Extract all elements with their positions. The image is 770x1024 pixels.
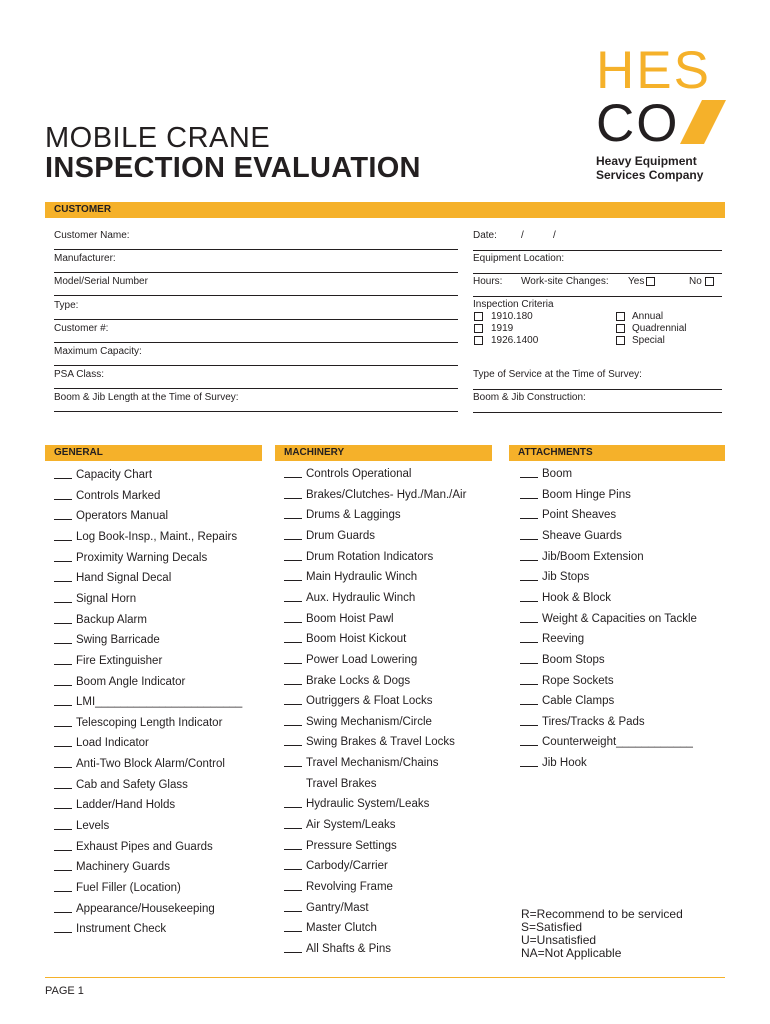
rating-blank[interactable] xyxy=(284,560,302,561)
checklist-item-label: Swing Barricade xyxy=(76,634,160,647)
checklist-item xyxy=(284,922,377,934)
yes-label: Yes xyxy=(628,276,645,287)
checklist-item xyxy=(284,571,417,583)
checklist-item-label: Reeving xyxy=(542,633,585,646)
criteria-checkbox[interactable] xyxy=(616,324,625,333)
equipment-location-field[interactable] xyxy=(473,273,722,274)
criteria-option-label: 1919 xyxy=(491,323,514,334)
rating-blank[interactable] xyxy=(54,581,72,582)
rating-blank[interactable] xyxy=(284,890,302,891)
checklist-item xyxy=(284,489,466,501)
rating-blank[interactable] xyxy=(520,663,538,664)
checklist-item xyxy=(284,530,375,542)
checklist-item-label: Instrument Check xyxy=(76,923,167,936)
checklist-item-label: Weight & Capacities on Tackle xyxy=(542,612,697,625)
checklist-item-label: Jib Hook xyxy=(542,757,587,770)
criteria-checkbox[interactable] xyxy=(616,312,625,321)
customer-field-input[interactable] xyxy=(54,365,458,366)
customer-field-input[interactable] xyxy=(54,411,458,412)
checklist-item xyxy=(520,530,622,542)
type-of-service-label: Type of Service at the Time of Survey: xyxy=(473,369,642,380)
checklist-item-label: Controls Marked xyxy=(76,489,161,502)
checklist-item xyxy=(284,860,388,872)
rating-blank[interactable] xyxy=(284,477,302,478)
checklist-item xyxy=(520,695,614,707)
checklist-item-label: Cab and Safety Glass xyxy=(76,778,188,791)
date-label: Date: xyxy=(473,230,497,241)
customer-field-label: Boom & Jib Length at the Time of Survey: xyxy=(54,392,239,404)
checklist-item-label: Boom Hoist Kickout xyxy=(306,633,407,646)
checklist-item xyxy=(284,757,439,769)
checklist-item xyxy=(54,903,215,915)
boom-jib-construction-field[interactable] xyxy=(473,412,722,413)
checklist-item xyxy=(284,716,432,728)
rating-blank[interactable] xyxy=(284,745,302,746)
date-separator-2: / xyxy=(553,230,556,241)
title-line-1: MOBILE CRANE xyxy=(45,122,271,154)
criteria-checkbox[interactable] xyxy=(474,336,483,345)
checklist-item xyxy=(520,468,572,480)
checklist-item xyxy=(520,757,587,769)
checklist-item xyxy=(284,675,410,687)
checklist-item xyxy=(284,509,401,521)
checklist-item-label: Exhaust Pipes and Guards xyxy=(76,840,213,853)
checklist-item-label: Gantry/Mast xyxy=(306,901,369,914)
rating-blank[interactable] xyxy=(520,580,538,581)
machinery-section-header: MACHINERY xyxy=(275,445,492,461)
rating-blank[interactable] xyxy=(54,519,72,520)
checklist-item xyxy=(54,841,213,853)
checklist-item-label: Cable Clamps xyxy=(542,695,615,708)
checklist-item-label: Capacity Chart xyxy=(76,469,153,481)
checklist-item xyxy=(284,633,406,645)
checklist-item xyxy=(284,736,455,748)
rating-blank[interactable] xyxy=(54,912,72,913)
checklist-item-label: Boom xyxy=(542,468,573,480)
rating-blank[interactable] xyxy=(284,911,302,912)
checklist-item-label: Jib Stops xyxy=(542,571,590,584)
rating-blank[interactable] xyxy=(520,642,538,643)
rating-blank[interactable] xyxy=(284,580,302,581)
checklist-item-label: Brake Locks & Dogs xyxy=(306,674,411,687)
rating-blank[interactable] xyxy=(284,622,302,623)
checklist-item-label: Boom Hoist Pawl xyxy=(306,612,394,625)
type-of-service-field[interactable] xyxy=(473,389,722,390)
rating-blank[interactable] xyxy=(54,891,72,892)
checklist-item-label: Travel Mechanism/Chains xyxy=(306,757,439,770)
checklist-item xyxy=(54,593,136,605)
checklist-item-label: Revolving Frame xyxy=(306,881,393,893)
checklist-item-label: Hook & Block xyxy=(542,591,612,604)
checklist-item-label: Fire Extinguisher xyxy=(76,654,163,667)
checklist-item xyxy=(54,531,237,543)
criteria-option-label: 1926.1400 xyxy=(491,335,539,346)
checklist-item-label: Swing Brakes & Travel Locks xyxy=(306,736,455,749)
rating-blank[interactable] xyxy=(54,602,72,603)
rating-blank[interactable] xyxy=(284,518,302,519)
no-label: No xyxy=(689,276,702,287)
page-number: PAGE 1 xyxy=(45,985,84,997)
checklist-item xyxy=(284,695,433,707)
rating-blank[interactable] xyxy=(54,664,72,665)
rating-blank[interactable] xyxy=(284,766,302,767)
criteria-option-label: Special xyxy=(632,335,665,346)
checklist-item xyxy=(54,572,171,584)
checklist-item xyxy=(284,840,397,852)
rating-blank[interactable] xyxy=(520,766,538,767)
criteria-option-label: Quadrennial xyxy=(632,323,687,334)
checklist-item-label: Hand Signal Decal xyxy=(76,572,172,585)
rating-blank[interactable] xyxy=(520,704,538,705)
customer-field-label: Type: xyxy=(54,299,79,311)
checklist-item xyxy=(520,592,611,604)
checklist-item xyxy=(284,613,394,625)
rating-blank[interactable] xyxy=(284,642,302,643)
rating-blank[interactable] xyxy=(54,685,72,686)
rating-blank[interactable] xyxy=(520,560,538,561)
rating-blank[interactable] xyxy=(54,643,72,644)
checklist-item xyxy=(520,551,644,563)
checklist-item-label: Fuel Filler (Location) xyxy=(76,882,181,894)
checklist-item xyxy=(54,510,168,522)
checklist-item xyxy=(520,571,589,583)
checklist-item-label: Rope Sockets xyxy=(542,674,614,687)
checklist-item xyxy=(520,716,645,728)
checklist-item-label: Telescoping Length Indicator xyxy=(76,716,223,729)
title-line-2: INSPECTION EVALUATION xyxy=(45,152,421,184)
rating-blank[interactable] xyxy=(520,684,538,685)
checklist-item xyxy=(284,551,433,563)
customer-field-label: Customer #: xyxy=(54,322,109,334)
checklist-item xyxy=(520,613,697,625)
checklist-item-label: Log Book-Insp., Maint., Repairs xyxy=(76,530,238,543)
criteria-checkbox[interactable] xyxy=(474,312,483,321)
rating-blank[interactable] xyxy=(284,807,302,808)
rating-blank[interactable] xyxy=(54,726,72,727)
checklist-item xyxy=(284,881,393,893)
checklist-item-label: Boom Hinge Pins xyxy=(542,488,631,501)
rating-blank[interactable] xyxy=(284,539,302,540)
rating-blank[interactable] xyxy=(284,498,302,499)
equipment-location-label: Equipment Location: xyxy=(473,253,565,264)
checklist-item-label: Levels xyxy=(76,820,110,833)
date-field[interactable] xyxy=(473,250,722,251)
rating-blank[interactable] xyxy=(284,869,302,870)
rating-blank[interactable] xyxy=(284,601,302,602)
customer-field-input[interactable] xyxy=(54,388,458,389)
rating-blank[interactable] xyxy=(284,663,302,664)
checklist-item xyxy=(284,592,415,604)
criteria-option-label: Annual xyxy=(632,311,664,322)
checklist-item-label: Master Clutch xyxy=(306,922,377,935)
customer-field-input[interactable] xyxy=(54,272,458,273)
hours-field[interactable] xyxy=(473,296,722,297)
customer-field-label: Maximum Capacity: xyxy=(54,346,142,357)
checklist-item-label: Swing Mechanism/Circle xyxy=(306,715,432,728)
checklist-item-label: Counterweight____________ xyxy=(542,736,693,749)
rating-blank[interactable] xyxy=(284,704,302,705)
checklist-item-label: Appearance/Housekeeping xyxy=(76,902,215,915)
checklist-item-label: LMI_______________________ xyxy=(76,696,243,709)
checklist-item xyxy=(284,778,377,790)
customer-field-label: PSA Class: xyxy=(54,369,105,381)
rating-blank[interactable] xyxy=(520,477,538,478)
logo-tagline-2: Services Company xyxy=(596,168,704,182)
checklist-item xyxy=(54,469,152,481)
checklist-item-label: Proximity Warning Decals xyxy=(76,551,208,564)
checklist-item-label: Load Indicator xyxy=(76,737,149,750)
rating-blank[interactable] xyxy=(284,931,302,932)
legend-entry: U=Unsatisfied xyxy=(521,933,597,947)
checklist-item-label: Drums & Laggings xyxy=(306,509,401,522)
checklist-item xyxy=(54,634,160,646)
customer-field-label: Customer Name: xyxy=(54,230,130,241)
inspection-criteria-label: Inspection Criteria xyxy=(473,299,554,310)
customer-field-label: Model/Serial Number xyxy=(54,276,148,288)
checklist-item xyxy=(54,758,225,770)
checklist-item xyxy=(284,902,369,914)
customer-field-input[interactable] xyxy=(54,342,458,343)
checklist-item xyxy=(284,798,429,810)
checklist-item-label: Sheave Guards xyxy=(542,529,622,542)
checklist-item-label: Operators Manual xyxy=(76,510,169,523)
rating-blank[interactable] xyxy=(284,828,302,829)
customer-field-input[interactable] xyxy=(54,249,458,250)
checklist-item-label: Controls Operational xyxy=(306,468,412,480)
rating-blank[interactable] xyxy=(520,745,538,746)
criteria-checkbox[interactable] xyxy=(616,336,625,345)
rating-blank[interactable] xyxy=(54,623,72,624)
rating-blank[interactable] xyxy=(54,788,72,789)
customer-field-label: Manufacturer: xyxy=(54,253,116,265)
legend-entry: R=Recommend to be serviced xyxy=(521,907,683,921)
rating-blank[interactable] xyxy=(54,829,72,830)
worksite-changes-label: Work-site Changes: xyxy=(521,276,609,287)
criteria-checkbox[interactable] xyxy=(474,324,483,333)
rating-blank[interactable] xyxy=(284,849,302,850)
checklist-item-label: Carbody/Carrier xyxy=(306,860,388,873)
hours-label: Hours: xyxy=(473,276,503,287)
checklist-item-label: Drum Rotation Indicators xyxy=(306,550,434,563)
rating-blank[interactable] xyxy=(54,746,72,747)
logo-slash-icon xyxy=(680,100,726,144)
checklist-item xyxy=(54,799,175,811)
checklist-item-label: Tires/Tracks & Pads xyxy=(542,715,645,728)
checklist-item xyxy=(284,943,391,955)
checklist-item xyxy=(520,675,614,687)
rating-blank[interactable] xyxy=(54,478,72,479)
checklist-item xyxy=(54,861,170,873)
logo-text-hes: HES xyxy=(596,41,711,100)
checklist-item xyxy=(284,819,395,831)
checklist-item-label: Boom Stops xyxy=(542,653,605,666)
rating-blank[interactable] xyxy=(54,767,72,768)
boom-jib-construction-label: Boom & Jib Construction: xyxy=(473,392,586,403)
checklist-item-label: All Shafts & Pins xyxy=(306,942,392,955)
rating-blank[interactable] xyxy=(520,622,538,623)
checklist-item xyxy=(284,468,411,480)
rating-blank[interactable] xyxy=(284,725,302,726)
checklist-item xyxy=(54,490,160,502)
checklist-item xyxy=(520,509,616,521)
checklist-item-label: Hydraulic System/Leaks xyxy=(306,798,430,811)
checklist-item xyxy=(54,655,162,667)
rating-blank[interactable] xyxy=(520,518,538,519)
checklist-item-label: Outriggers & Float Locks xyxy=(306,695,433,708)
general-section-header: GENERAL xyxy=(45,445,262,461)
customer-section-header: CUSTOMER xyxy=(45,202,725,218)
checklist-item-label: Aux. Hydraulic Winch xyxy=(306,591,416,604)
checklist-item-label: Brakes/Clutches- Hyd./Man./Air xyxy=(306,488,467,501)
yes-checkbox[interactable] xyxy=(646,277,655,286)
checklist-item-label: Jib/Boom Extension xyxy=(542,550,644,563)
checklist-item-label: Drum Guards xyxy=(306,529,376,542)
customer-field-input[interactable] xyxy=(54,319,458,320)
rating-blank[interactable] xyxy=(54,499,72,500)
logo-tagline-1: Heavy Equipment xyxy=(596,154,697,168)
checklist-item xyxy=(54,614,147,626)
legend-entry: NA=Not Applicable xyxy=(521,946,622,960)
no-checkbox[interactable] xyxy=(705,277,714,286)
checklist-item xyxy=(520,654,605,666)
footer-divider xyxy=(45,977,725,978)
checklist-item-label: Boom Angle Indicator xyxy=(76,675,186,688)
attachments-section-header: ATTACHMENTS xyxy=(509,445,725,461)
checklist-item xyxy=(284,654,417,666)
checklist-item-label: Ladder/Hand Holds xyxy=(76,799,176,812)
checklist-item xyxy=(54,696,242,708)
logo-text-co: CO xyxy=(596,94,680,153)
rating-blank[interactable] xyxy=(54,705,72,706)
rating-blank[interactable] xyxy=(54,850,72,851)
date-separator-1: / xyxy=(521,230,524,241)
legend-entry: S=Satisfied xyxy=(521,920,583,934)
rating-blank[interactable] xyxy=(520,725,538,726)
checklist-item xyxy=(54,779,188,791)
checklist-item xyxy=(520,633,584,645)
rating-blank[interactable] xyxy=(520,601,538,602)
rating-blank[interactable] xyxy=(284,952,302,953)
checklist-item-label: Point Sheaves xyxy=(542,509,617,522)
rating-blank[interactable] xyxy=(54,540,72,541)
rating-blank[interactable] xyxy=(54,808,72,809)
rating-legend xyxy=(521,908,683,960)
checklist-item-label: Pressure Settings xyxy=(306,839,397,852)
rating-blank[interactable] xyxy=(520,539,538,540)
rating-blank[interactable] xyxy=(284,684,302,685)
checklist-item xyxy=(54,923,166,935)
checklist-item-label: Signal Horn xyxy=(76,592,137,605)
checklist-item-label: Air System/Leaks xyxy=(306,819,396,832)
customer-field-input[interactable] xyxy=(54,295,458,296)
checklist-item-label: Anti-Two Block Alarm/Control xyxy=(76,758,225,771)
checklist-item-label: Backup Alarm xyxy=(76,613,147,626)
checklist-item xyxy=(54,882,181,894)
checklist-item xyxy=(520,489,631,501)
rating-blank[interactable] xyxy=(54,561,72,562)
checklist-item-label: Machinery Guards xyxy=(76,861,170,874)
checklist-item-label: Power Load Lowering xyxy=(306,653,418,666)
rating-blank[interactable] xyxy=(520,498,538,499)
checklist-item-label: Main Hydraulic Winch xyxy=(306,571,418,584)
checklist-item xyxy=(520,736,693,748)
rating-blank[interactable] xyxy=(54,932,72,933)
rating-blank[interactable] xyxy=(54,870,72,871)
checklist-item xyxy=(54,676,185,688)
criteria-option-label: 1910.180 xyxy=(491,311,533,322)
checklist-item-label: Travel Brakes xyxy=(306,777,377,790)
checklist-item xyxy=(54,820,109,832)
checklist-item xyxy=(54,552,207,564)
checklist-item xyxy=(54,717,222,729)
checklist-item xyxy=(54,737,149,749)
